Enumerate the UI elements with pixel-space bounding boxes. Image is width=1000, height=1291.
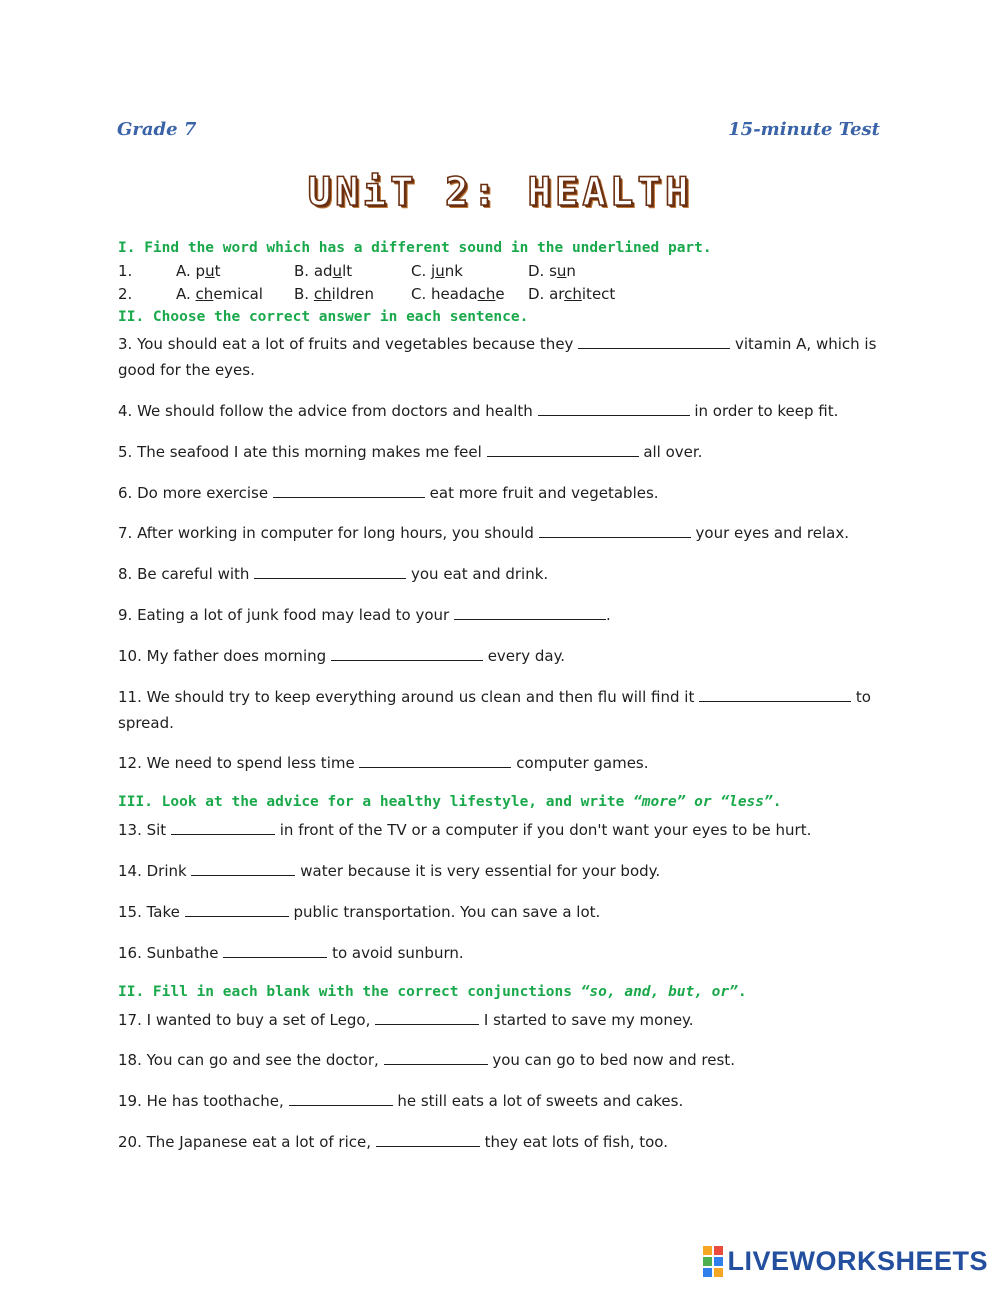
question-13: 13. Sit in front of the TV or a computer if you don't want your eyes to be hurt. bbox=[118, 821, 812, 839]
question-9: 9. Eating a lot of junk food may lead to your . bbox=[118, 606, 611, 624]
answer-blank[interactable] bbox=[273, 483, 425, 498]
option-d[interactable]: D. architect bbox=[528, 285, 616, 303]
answer-blank[interactable] bbox=[376, 1132, 480, 1147]
answer-blank[interactable] bbox=[454, 605, 606, 620]
question-17: 17. I wanted to buy a set of Lego, I started to save my money. bbox=[118, 1011, 694, 1029]
option-a[interactable]: A. put bbox=[176, 262, 221, 280]
test-type-label: 15-minute Test bbox=[728, 119, 880, 140]
answer-blank[interactable] bbox=[331, 646, 483, 661]
liveworksheets-logo-icon bbox=[703, 1246, 723, 1277]
question-8: 8. Be careful with you eat and drink. bbox=[118, 565, 549, 583]
question-3: 3. You should eat a lot of fruits and vegetables because they vitamin A, which is good for the eyes. bbox=[118, 335, 877, 379]
question-14: 14. Drink water because it is very essential for your body. bbox=[118, 862, 661, 880]
question-4: 4. We should follow the advice from doctors and health in order to keep fit. bbox=[118, 402, 839, 420]
answer-blank[interactable] bbox=[487, 442, 639, 457]
section-4-heading: II. Fill in each blank with the correct conjunctions “so, and, but, or”. bbox=[118, 984, 747, 1000]
answer-blank[interactable] bbox=[223, 943, 327, 958]
option-a[interactable]: A. chemical bbox=[176, 285, 263, 303]
question-19: 19. He has toothache, he still eats a lot of sweets and cakes. bbox=[118, 1092, 684, 1110]
question-6: 6. Do more exercise eat more fruit and vegetables. bbox=[118, 484, 659, 502]
answer-blank[interactable] bbox=[171, 820, 275, 835]
answer-blank[interactable] bbox=[578, 334, 730, 349]
answer-blank[interactable] bbox=[185, 902, 289, 917]
logo-text: LIVEWORKSHEETS bbox=[727, 1246, 988, 1276]
item-number: 2. bbox=[118, 285, 133, 303]
question-16: 16. Sunbathe to avoid sunburn. bbox=[118, 944, 464, 962]
question-12: 12. We need to spend less time computer games. bbox=[118, 754, 649, 772]
option-c[interactable]: C. headache bbox=[411, 285, 505, 303]
option-b[interactable]: B. children bbox=[294, 285, 375, 303]
answer-blank[interactable] bbox=[538, 401, 690, 416]
question-10: 10. My father does morning every day. bbox=[118, 647, 566, 665]
answer-blank[interactable] bbox=[359, 753, 511, 768]
option-b[interactable]: B. adult bbox=[294, 262, 353, 280]
section-2-heading: II. Choose the correct answer in each sentence. bbox=[118, 309, 529, 325]
unit-title: UNiT 2: HEALTH bbox=[307, 170, 693, 215]
item-number: 1. bbox=[118, 262, 133, 280]
section-1-heading: I. Find the word which has a different sound in the underlined part. bbox=[118, 240, 712, 256]
answer-blank[interactable] bbox=[254, 564, 406, 579]
answer-blank[interactable] bbox=[699, 687, 851, 702]
question-5: 5. The seafood I ate this morning makes me feel all over. bbox=[118, 443, 703, 461]
question-18: 18. You can go and see the doctor, you can go to bed now and rest. bbox=[118, 1051, 735, 1069]
grade-label: Grade 7 bbox=[117, 119, 197, 140]
answer-blank[interactable] bbox=[539, 523, 691, 538]
answer-blank[interactable] bbox=[375, 1010, 479, 1025]
question-11: 11. We should try to keep everything around us clean and then flu will find it to spread. bbox=[118, 688, 871, 732]
question-20: 20. The Japanese eat a lot of rice, they eat lots of fish, too. bbox=[118, 1133, 668, 1151]
answer-blank[interactable] bbox=[384, 1050, 488, 1065]
answer-blank[interactable] bbox=[191, 861, 295, 876]
liveworksheets-logo bbox=[703, 1246, 988, 1277]
answer-blank[interactable] bbox=[289, 1091, 393, 1106]
section-3-heading: III. Look at the advice for a healthy lifestyle, and write “more” or “less”. bbox=[118, 794, 782, 810]
question-15: 15. Take public transportation. You can save a lot. bbox=[118, 903, 601, 921]
option-d[interactable]: D. sun bbox=[528, 262, 576, 280]
question-7: 7. After working in computer for long hours, you should your eyes and relax. bbox=[118, 524, 849, 542]
option-c[interactable]: C. junk bbox=[411, 262, 463, 280]
